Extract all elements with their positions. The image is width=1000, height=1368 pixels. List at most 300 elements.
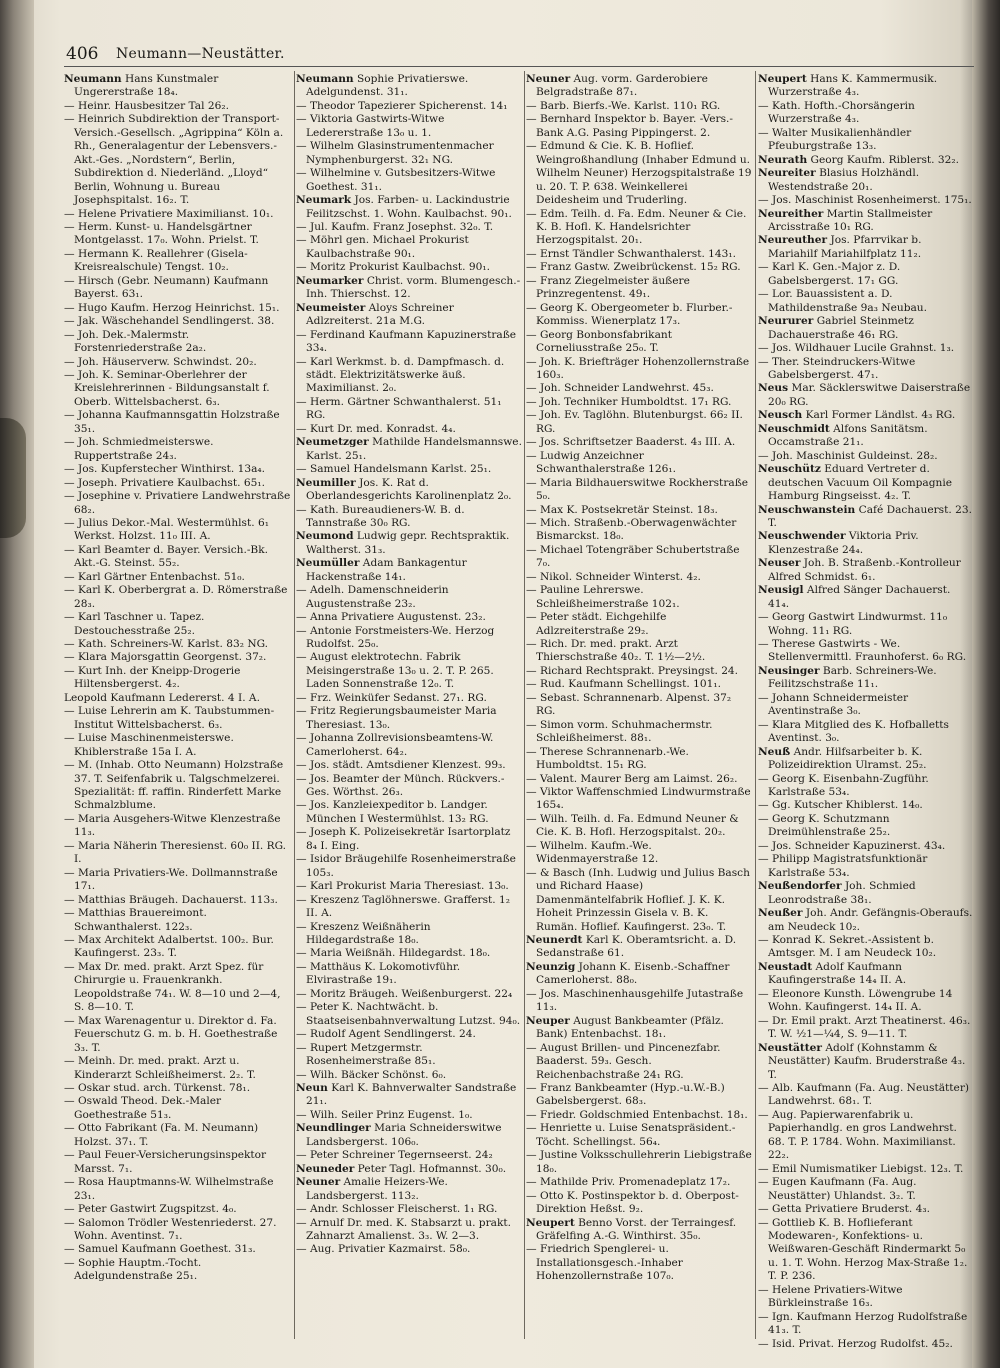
entry-text: Wilh. Bäcker Schönst. 6₀. <box>309 1068 447 1081</box>
ditto-dash: — <box>526 261 537 274</box>
surname: Neureuther <box>758 234 828 247</box>
directory-entry <box>526 786 752 813</box>
entry-text: August elektrotechn. Fabrik Meisingerstraße 13₀ u. 2. T. P. 265. Laden Sonnenstraße 12₀. T. <box>306 651 494 691</box>
directory-entry <box>296 194 522 221</box>
directory-entry <box>64 894 292 907</box>
surname: Neumark <box>296 194 352 207</box>
directory-entry <box>526 208 752 248</box>
entry-text: Max Dr. med. prakt. Arzt Spez. für Chirurgie u. Frauenkrankh. Leopoldstraße 74₁. W. 8—10 und 2—4, S. 8—10. T. <box>74 960 281 1014</box>
directory-entry <box>296 988 522 1001</box>
directory-entry <box>526 1149 752 1176</box>
entry-text: Meinh. Dr. med. prakt. Arzt u. Kinderarzt Schleißheimerst. 2₂. T. <box>74 1055 256 1081</box>
ditto-dash: — <box>526 987 537 1000</box>
ditto-dash: — <box>296 960 307 973</box>
surname: Neururer <box>758 315 814 328</box>
ditto-dash: — <box>296 1001 307 1014</box>
page-header <box>64 42 974 67</box>
ditto-dash: — <box>526 207 537 220</box>
directory-entry <box>296 1042 522 1069</box>
entry-text: Georg Kaufm. Riblerst. 32₂. <box>810 153 960 166</box>
surname: Neupert <box>758 73 807 85</box>
directory-entry <box>296 894 522 921</box>
directory-entry <box>64 517 292 544</box>
surname: Neußendorfer <box>758 880 842 893</box>
entry-text: Georg K. Obergeometer b. Flurber.-Kommiss. Wienerplatz 17₃. <box>536 301 733 328</box>
ditto-dash: — <box>296 799 307 812</box>
ditto-dash: — <box>758 1283 769 1296</box>
directory-entry <box>758 746 974 773</box>
surname: Neumüller <box>296 557 360 570</box>
entry-text: Emil Numismatiker Liebigst. 12₃. T. <box>771 1162 964 1175</box>
entry-text: Jak. Wäschehandel Sendlingerst. 38. <box>77 315 275 328</box>
ditto-dash: — <box>758 799 769 812</box>
directory-entry <box>526 261 752 274</box>
ditto-dash: — <box>296 1068 307 1081</box>
ditto-dash: — <box>64 274 75 287</box>
directory-entry <box>758 100 974 127</box>
entry-text: Karl Werkmst. b. d. Dampfmasch. d. städt. Elektrizitätswerke äuß. Maximilianst. 2₀. <box>306 355 505 395</box>
entry-text: Bernhard Inspektor b. Bayer. -Vers.-Bank A.G. Pasing Pippingerst. 2. <box>536 113 733 139</box>
ditto-dash: — <box>64 705 75 718</box>
directory-entry <box>526 961 752 988</box>
ditto-dash: — <box>526 772 537 785</box>
ditto-dash: — <box>296 920 307 933</box>
ditto-dash: — <box>64 1095 75 1108</box>
ditto-dash: — <box>526 328 537 341</box>
ditto-dash: — <box>526 1176 537 1189</box>
directory-entry <box>526 611 752 638</box>
surname: Neuschütz <box>758 463 821 476</box>
entry-text: Frz. Weinküfer Sedanst. 27₁. RG. <box>309 691 487 704</box>
ditto-dash: — <box>296 234 307 247</box>
entry-text: Martin Stallmeister Arcisstraße 10₁ RG. <box>768 207 933 233</box>
entry-text: Helene Privatiere Maximilianst. 10₁. <box>77 207 274 220</box>
ditto-dash: — <box>64 893 75 906</box>
entry-text: Peter K. Nachtwächt. b. Staatseisenbahnverwaltung Lutzst. 94₀. <box>306 1001 521 1027</box>
surname: Neureiter <box>758 167 816 180</box>
entry-text: Simon vorm. Schuhmachermstr. Schleißheimerst. 88₁. <box>536 718 713 745</box>
directory-entry <box>526 356 752 383</box>
directory-entry <box>296 1163 522 1176</box>
ditto-dash: — <box>758 1176 769 1189</box>
entry-text: Max K. Postsekretär Steinst. 18₃. <box>539 503 718 516</box>
ditto-dash: — <box>64 1256 75 1269</box>
entry-text: Jos. Beamter der Münch. Rückvers.-Ges. Wörthst. 26₃. <box>306 772 505 799</box>
surname: Neus <box>758 382 789 395</box>
directory-entry <box>526 409 752 436</box>
entry-text: Joh. Dek.-Malermstr. Forstenriederstraße 2a₂. <box>74 328 207 355</box>
entry-text: Philipp Magistratsfunktionär Karlstraße 53₄. <box>768 853 928 879</box>
directory-entry <box>526 1082 752 1109</box>
surname: Neuneder <box>296 1162 355 1175</box>
directory-entry <box>296 961 522 988</box>
ditto-dash: — <box>758 126 769 139</box>
ditto-dash: — <box>296 167 307 180</box>
entry-text: Alb. Kaufmann (Fa. Aug. Neustätter) Landwehrst. 68₁. T. <box>768 1081 970 1108</box>
entry-text: Rosa Hauptmanns-W. Wilhelmstraße 23₁. <box>74 1176 274 1202</box>
directory-entry <box>296 275 522 302</box>
entry-text: Johann K. Eisenb.-Schaffner Camerloherst. 88₀. <box>536 960 730 987</box>
directory-entry <box>64 1122 292 1149</box>
ditto-dash: — <box>64 409 75 422</box>
ditto-dash: — <box>64 839 75 852</box>
entry-text: Samuel Handelsmann Karlst. 25₁. <box>309 463 492 476</box>
directory-page <box>64 42 974 1350</box>
directory-entry <box>296 463 522 476</box>
directory-entry <box>64 369 292 409</box>
surname: Neumond <box>296 530 354 543</box>
directory-entry <box>64 1055 292 1082</box>
entry-text: Leopold Kaufmann Ledererst. 4 I. A. <box>64 691 260 704</box>
directory-entry <box>526 665 752 678</box>
entry-text: Kurt Inh. der Kneipp-Drogerie Hiltensbergerst. 4₂. <box>74 664 241 691</box>
entry-text: Wilh. Teilh. d. Fa. Edmund Neuner & Cie. K. B. Hofl. Herzogspitalst. 20₂. <box>536 812 739 839</box>
entry-text: August Brillen- und Pincenezfabr. Baaderst. 59₃. Gesch. Reichenbachstraße 24₁ RG. <box>536 1041 721 1081</box>
entry-text: Gabriel Steinmetz Dachauerstraße 46₁ RG. <box>768 315 914 341</box>
surname: Neumann <box>296 73 354 85</box>
directory-entry <box>296 329 522 356</box>
directory-entry <box>64 867 292 894</box>
surname: Neureither <box>758 207 824 220</box>
surname: Neustadt <box>758 960 813 973</box>
directory-entry <box>64 356 292 369</box>
directory-entry <box>758 880 974 907</box>
entry-text: Adam Bankagentur Hackenstraße 14₁. <box>306 557 467 583</box>
entry-text: Georg Gastwirt Lindwurmst. 11₀ Wohng. 11₁ RG. <box>768 611 948 637</box>
directory-entry <box>526 140 752 207</box>
surname: Neuper <box>526 1014 570 1027</box>
directory-entry <box>296 1243 522 1256</box>
entry-text: Mar. Säcklerswitwe Daiserstraße 20₀ RG. <box>768 382 971 408</box>
directory-entry <box>296 651 522 691</box>
entry-text: Joseph. Privatiere Kaulbachst. 65₁. <box>77 476 265 489</box>
ditto-dash: — <box>296 463 307 476</box>
ditto-dash: — <box>64 220 75 233</box>
surname: Neurath <box>758 153 808 166</box>
entry-text: Ernst Tändler Schwanthalerst. 143₁. <box>539 247 737 260</box>
entry-text: Joh. K. Seminar-Oberlehrer der Kreislehrerinnen - Bildungsanstalt f. Oberb. Wittelsbacherst. 6₃. <box>74 368 270 408</box>
entry-text: Rupert Metzgermstr. Rosenheimerstraße 85₁. <box>306 1041 436 1068</box>
ditto-dash: — <box>64 543 75 556</box>
directory-entry <box>758 665 974 692</box>
entry-text: Amalie Heizers-We. Landsbergerst. 113₂. <box>306 1176 448 1202</box>
ditto-dash: — <box>64 1216 75 1229</box>
directory-entry <box>296 1122 522 1149</box>
entry-text: Barb. Schreiners-We. Feilitzschstraße 11₁. <box>768 664 937 691</box>
directory-entry <box>64 907 292 934</box>
ditto-dash: — <box>296 1028 307 1041</box>
directory-entry <box>526 1042 752 1082</box>
ditto-dash: — <box>296 893 307 906</box>
entry-text: Kurt Dr. med. Konradst. 4₄. <box>309 422 456 435</box>
entry-text: Joh. Häuserverw. Schwindst. 20₂. <box>77 355 257 368</box>
entry-text: Edm. Teilh. d. Fa. Edm. Neuner & Cie. K. B. Hofl. K. Handelsrichter Herzogspitalst. 20₁. <box>536 207 747 247</box>
directory-entry <box>758 530 974 557</box>
directory-entry <box>64 1015 292 1055</box>
ditto-dash: — <box>526 584 537 597</box>
entry-text: Helene Privatiers-Witwe Bürkleinstraße 16₃. <box>768 1283 903 1310</box>
directory-entry <box>758 1203 974 1216</box>
entry-text: Matthias Brauereimont. Schwanthalerst. 122₃. <box>74 907 207 933</box>
directory-entry <box>296 396 522 423</box>
ditto-dash: — <box>64 247 75 260</box>
directory-entry <box>526 584 752 611</box>
entry-text: Jos. Farben- u. Lackindustrie Feilitzschst. 1. Wohn. Kaulbachst. 90₁. <box>306 194 512 220</box>
directory-entry <box>526 302 752 329</box>
surname: Neuß <box>758 745 791 758</box>
directory-entry <box>758 988 974 1015</box>
directory-entry <box>64 1217 292 1244</box>
entry-text: Gottlieb K. B. Hoflieferant Modewaren-, Konfektions- u. Weißwaren-Geschäft Rindermarkt 5₀ u. 1. T. Wohn. Herzog Max-Straße 1₂. T. P. 236. <box>768 1216 968 1283</box>
entry-text: Heinr. Hausbesitzer Tal 26₂. <box>77 99 229 112</box>
entry-text: Rud. Kaufmann Schellingst. 101₁. <box>539 678 721 691</box>
surname: Neuner <box>296 1176 341 1189</box>
ditto-dash: — <box>526 516 537 529</box>
ditto-dash: — <box>296 853 307 866</box>
directory-entry <box>64 275 292 302</box>
entry-text: Salomon Trödler Westenriederst. 27. Wohn. Aventinst. 7₁. <box>74 1216 277 1242</box>
entry-text: Johanna Kaufmannsgattin Holzstraße 35₁. <box>74 409 280 435</box>
entry-text: Getta Privatiere Bruderst. 4₃. <box>771 1203 930 1216</box>
ditto-dash: — <box>64 570 75 583</box>
directory-entry <box>64 113 292 207</box>
directory-entry <box>758 934 974 961</box>
entry-text: Peter Gastwirt Zugspitzst. 4₀. <box>77 1203 237 1216</box>
ditto-dash: — <box>526 611 537 624</box>
entry-text: Eduard Vertreter d. deutschen Vacuum Oil Kompagnie Hamburg Ringseisst. 4₂. T. <box>768 463 953 503</box>
surname: Neuschwanstein <box>758 503 856 516</box>
surname: Neumiller <box>296 476 356 489</box>
ditto-dash: — <box>526 691 537 704</box>
directory-entry <box>64 221 292 248</box>
entry-text: Maria Bildhauerswitwe Rockherstraße 5₀. <box>536 476 749 503</box>
ditto-dash: — <box>64 812 75 825</box>
ditto-dash: — <box>526 786 537 799</box>
surname: Neun <box>296 1081 328 1094</box>
directory-entry <box>526 113 752 140</box>
entry-text: Viktoria Priv. Klenzestraße 24₄. <box>768 530 919 556</box>
ditto-dash: — <box>526 678 537 691</box>
directory-entry <box>64 584 292 611</box>
ditto-dash: — <box>296 1243 307 1256</box>
entry-text: Karl K. Oberbergrat a. D. Römerstraße 28₃. <box>74 584 288 610</box>
entry-text: Otto Fabrikant (Fa. M. Neumann) Holzst. 37₁. T. <box>74 1122 259 1148</box>
entry-text: Edmund & Cie. K. B. Hoflief. Weingroßhandlung (Inhaber Edmund u. Wilhelm Neuner) Herzogspitalstraße 19 u. 20. T. P. 638. Weinkellerei Deidesheim und Truderling. <box>536 140 752 207</box>
ditto-dash: — <box>296 880 307 893</box>
entry-text: Joh. K. Briefträger Hohenzollernstraße 160₃. <box>536 355 750 381</box>
ditto-dash: — <box>64 934 75 946</box>
ditto-dash: — <box>64 732 75 745</box>
ditto-dash: — <box>64 1055 75 1068</box>
entry-text: Mathilde Priv. Promenadeplatz 17₂. <box>539 1176 731 1189</box>
entry-text: Joh. Ev. Taglöhn. Blutenburgst. 66₂ II. RG. <box>536 409 743 435</box>
ditto-dash: — <box>296 328 307 341</box>
surname: Neuser <box>758 557 801 570</box>
ditto-dash: — <box>296 1108 307 1121</box>
directory-entry <box>758 288 974 315</box>
ditto-dash: — <box>64 759 75 772</box>
column-rule <box>524 71 525 1339</box>
ditto-dash: — <box>296 395 307 408</box>
directory-entry <box>758 1015 974 1042</box>
entry-text: Sebast. Schrannenarb. Alpenst. 37₂ RG. <box>536 691 732 718</box>
entry-text: Kreszenz Weißnäherin Hildegardstraße 18₀. <box>306 920 431 946</box>
directory-entry <box>296 1069 522 1082</box>
entry-text: Georg Bonbonsfabrikant Corneliusstraße 25₀. T. <box>536 328 672 355</box>
entry-text: Moritz Prokurist Kaulbachst. 90₁. <box>309 261 490 274</box>
directory-entry <box>526 1109 752 1122</box>
entry-text: Joh. Techniker Humboldtst. 17₁ RG. <box>539 395 732 408</box>
directory-entry <box>296 557 522 584</box>
entry-text: Andr. Schlosser Fleischerst. 1₁ RG. <box>309 1203 498 1216</box>
entry-text: Jos. Pfarrvikar b. Mariahilf Mariahilfplatz 11₂. <box>768 234 922 260</box>
directory-entry <box>758 719 974 746</box>
surname: Neustätter <box>758 1041 822 1054</box>
ditto-dash: — <box>526 449 537 462</box>
directory-entry <box>296 504 522 531</box>
directory-entry <box>758 423 974 450</box>
ditto-dash: — <box>758 288 769 301</box>
directory-entry <box>296 100 522 113</box>
entry-text: Konrad K. Sekret.-Assistent b. Amtsger. M. I am Neudeck 10₂. <box>768 934 937 960</box>
ditto-dash: — <box>526 247 537 260</box>
entry-text: Café Dachauerst. 23. T. <box>768 503 972 529</box>
entry-text: Franz Bankbeamter (Hyp.-u.W.-B.) Gabelsbergerst. 68₃. <box>536 1081 725 1108</box>
entry-text: Otto K. Postinspektor b. d. Oberpost-Direktion Heßst. 9₂. <box>536 1189 739 1216</box>
ditto-dash: — <box>64 651 75 664</box>
surname: Neunerdt <box>526 934 583 946</box>
directory-entry <box>758 1163 974 1176</box>
ditto-dash: — <box>758 1081 769 1094</box>
entry-text: & Basch (Inh. Ludwig und Julius Basch und Richard Haase) Damenmäntelfabrik Hoflief. J. K. K. Hoheit Prinzessin Gisela v. B. K. Rumän. Hoflief. Kaufingerst. 23₀. T. <box>536 866 750 933</box>
directory-entry <box>64 302 292 315</box>
surname: Neußer <box>758 907 803 920</box>
entry-text: Jos. Maschinist Rosenheimerst. 175₁. <box>771 194 972 207</box>
ditto-dash: — <box>64 664 75 677</box>
surname: Neumann <box>64 73 122 85</box>
ditto-dash: — <box>296 987 307 1000</box>
entry-text: Wilhelm Glasinstrumentenmacher Nymphenburgerst. 32₁ NG. <box>306 140 494 166</box>
directory-entry <box>296 530 522 557</box>
directory-entry <box>758 1217 974 1284</box>
entry-text: Moritz Bräugeh. Weißenburgerst. 22₄ <box>309 987 513 1000</box>
ditto-dash: — <box>64 907 75 920</box>
directory-entry <box>64 692 292 705</box>
ditto-dash: — <box>64 368 75 381</box>
surname: Neusch <box>758 409 803 422</box>
entry-text: Jos. K. Rat d. Oberlandesgerichts Karolinenplatz 2₀. <box>306 476 512 503</box>
ditto-dash: — <box>64 866 75 879</box>
ditto-dash: — <box>296 826 307 839</box>
entry-text: Mathilde Handelsmannswe. Karlst. 25₁. <box>306 436 522 462</box>
ditto-dash: — <box>758 718 769 731</box>
directory-entry <box>526 517 752 544</box>
entry-text: Dr. Emil prakt. Arzt Theatinerst. 46₃. T. W. ½1—¼4, S. 9—11. T. <box>768 1014 971 1041</box>
ditto-dash: — <box>526 543 537 556</box>
directory-entry <box>64 638 292 651</box>
directory-entry <box>64 329 292 356</box>
directory-entry <box>758 382 974 409</box>
ditto-dash: — <box>526 409 537 422</box>
directory-entry <box>296 423 522 436</box>
directory-entry <box>296 1176 522 1203</box>
directory-entry <box>758 1176 974 1203</box>
directory-entry <box>758 261 974 288</box>
directory-entry <box>758 208 974 235</box>
entry-text: Michael Totengräber Schubertstraße 7₀. <box>536 543 740 570</box>
ditto-dash: — <box>64 463 75 476</box>
entry-text: Sophie Privatierswe. Adelgundenst. 31₁. <box>306 73 469 99</box>
entry-text: August Bankbeamter (Pfälz. Bank) Entenbachst. 18₁. <box>536 1014 724 1041</box>
directory-entry <box>758 692 974 719</box>
entry-text: Jos. städt. Amtsdiener Klenzest. 99₃. <box>309 759 506 772</box>
entry-text: Fritz Regierungsbaumeister Maria Theresiast. 13₀. <box>306 705 497 731</box>
book-gutter <box>0 0 34 1368</box>
ditto-dash: — <box>296 113 307 126</box>
ditto-dash: — <box>296 1149 307 1162</box>
ditto-dash: — <box>758 1162 769 1175</box>
directory-entry <box>296 234 522 261</box>
ditto-dash: — <box>296 99 307 112</box>
entry-text: Joh. Andr. Gefängnis-Oberaufs. am Neudeck 10₂. <box>768 907 973 933</box>
ditto-dash: — <box>296 651 307 664</box>
ditto-dash: — <box>758 987 769 1000</box>
directory-entry <box>296 799 522 826</box>
directory-entry <box>296 1001 522 1028</box>
ditto-dash: — <box>758 1203 769 1216</box>
ditto-dash: — <box>758 194 769 207</box>
entry-text: Valent. Maurer Berg am Laimst. 26₂. <box>539 772 738 785</box>
directory-entry <box>296 880 522 893</box>
directory-entry <box>526 382 752 395</box>
entry-text: Max Architekt Adalbertst. 100₂. Bur. Kaufingerst. 23₃. T. <box>74 934 274 960</box>
directory-entry <box>758 409 974 422</box>
entry-text: Nikol. Schneider Winterst. 4₂. <box>539 570 701 583</box>
directory-entry <box>758 504 974 531</box>
directory-entry <box>758 463 974 503</box>
ditto-dash: — <box>758 691 769 704</box>
column-1 <box>64 73 292 1284</box>
directory-entry <box>296 921 522 948</box>
directory-entry <box>758 1109 974 1163</box>
ditto-dash: — <box>64 1203 75 1216</box>
entry-text: Aloys Schreiner Adlzreiterst. 21a M.G. <box>306 301 454 328</box>
entry-text: Möhrl gen. Michael Prokurist Kaulbachstraße 90₁. <box>306 234 469 260</box>
directory-entry <box>296 826 522 853</box>
entry-text: Adolf (Kohnstamm & Neustätter) Kaufm. Bruderstraße 4₃. T. <box>768 1041 966 1081</box>
ditto-dash: — <box>296 705 307 718</box>
directory-entry <box>526 275 752 302</box>
directory-entry <box>296 705 522 732</box>
ditto-dash: — <box>64 584 75 597</box>
entry-text: Lor. Bauassistent a. D. Mathildenstraße 9a₃ Neubau. <box>768 288 927 314</box>
directory-entry <box>296 221 522 234</box>
directory-entry <box>64 934 292 961</box>
entry-text: Maria Näherin Theresienst. 60₀ II. RG. I. <box>74 839 287 866</box>
column-rule <box>294 71 295 1339</box>
ditto-dash: — <box>64 1149 75 1162</box>
entry-text: Joh. Schmiedmeisterswe. Ruppertstraße 24₃. <box>74 436 214 462</box>
entry-text: Herm. Kunst- u. Handelsgärtner Montgelasst. 17₀. Wohn. Prielst. T. <box>74 220 259 247</box>
ditto-dash: — <box>526 140 537 153</box>
entry-text: Antonie Forstmeisters-We. Herzog Rudolfst. 25₀. <box>306 624 495 651</box>
entry-text: Max Warenagentur u. Direktor d. Fa. Feuerschutz G. m. b. H. Goethestraße 3₃. T. <box>74 1014 278 1054</box>
ditto-dash: — <box>64 436 75 449</box>
surname: Neumeister <box>296 301 366 314</box>
ditto-dash: — <box>296 1216 307 1229</box>
surname: Neuner <box>526 73 571 85</box>
entry-text: Adolf Kaufmann Kaufingerstraße 14₄ II. A. <box>768 960 907 987</box>
